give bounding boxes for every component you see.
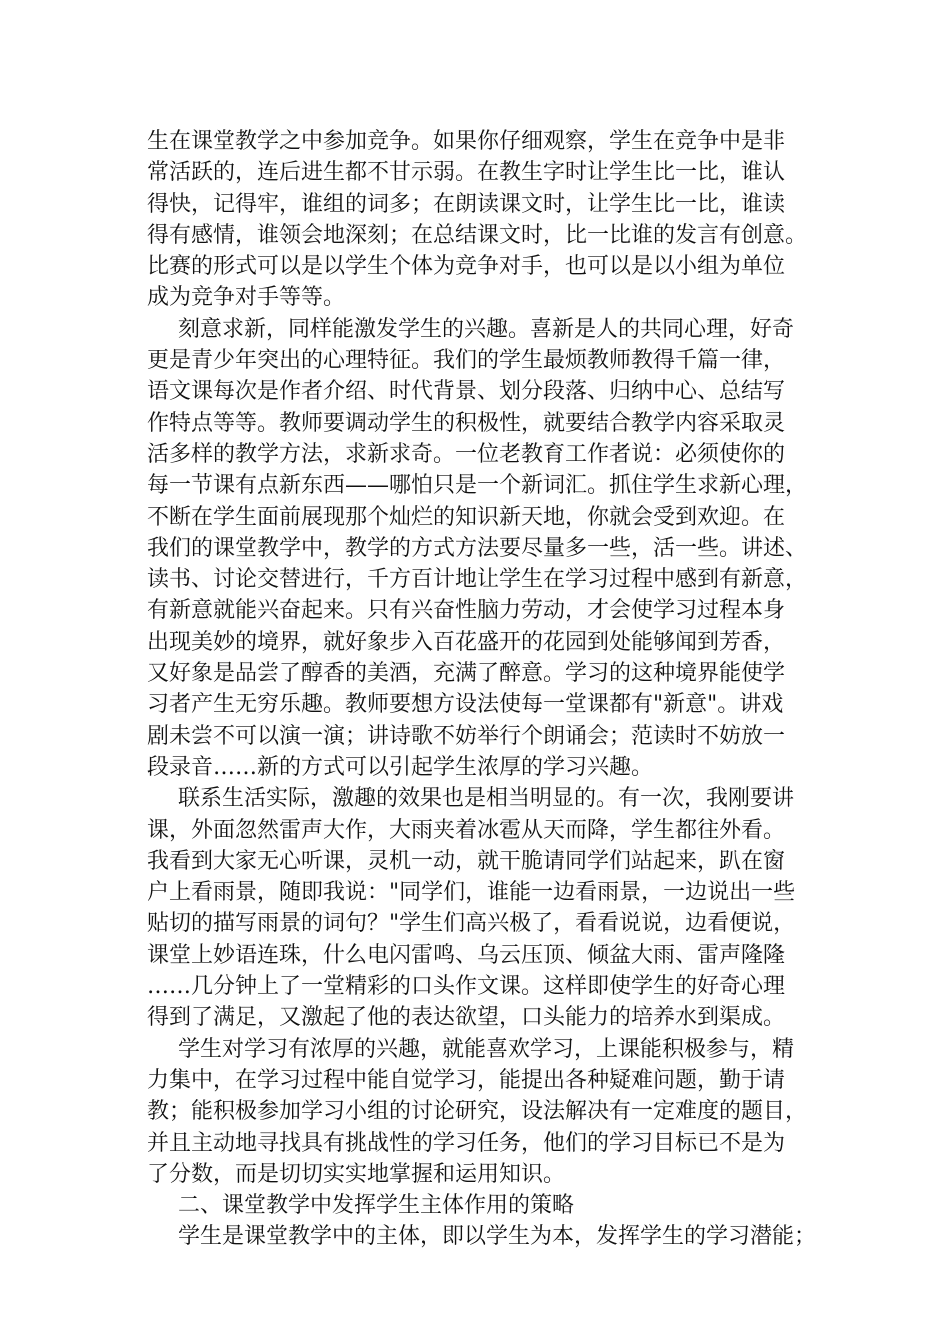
text-line: 得有感情，谁领会地深刻；在总结课文时，比一比谁的发言有创意。 [147,222,808,248]
text-line: 习者产生无穷乐趣。教师要想方设法使每一堂课都有"新意"。讲戏 [147,692,784,718]
text-line: 读书、讨论交替进行，千方百计地让学生在学习过程中感到有新意， [147,567,808,593]
text-line: 刻意求新，同样能激发学生的兴趣。喜新是人的共同心理，好奇 [178,316,795,342]
text-line: 生在课堂教学之中参加竞争。如果你仔细观察，学生在竞争中是非 [147,129,786,154]
paragraph-student-subject [147,1221,837,1252]
text-line: 成为竞争对手等等。 [147,285,346,311]
text-line: 联系生活实际，激趣的效果也是相当明显的。有一次，我刚要讲 [178,786,795,812]
text-line: 学生对学习有浓厚的兴趣，就能喜欢学习，上课能积极参与，精 [178,1036,795,1062]
paragraph-interest [147,1034,837,1190]
text-line: ……几分钟上了一堂精彩的口头作文课。这样即使学生的好奇心理 [147,974,786,1000]
text-line: 又好象是品尝了醇香的美酒，充满了醉意。学习的这种境界能使学 [147,661,786,687]
text-line: 学生是课堂教学中的主体，即以学生为本，发挥学生的学习潜能； [178,1224,817,1250]
text-line: 段录音……新的方式可以引起学生浓厚的学习兴趣。 [147,754,654,780]
text-line: 了分数，而是切切实实地掌握和运用知识。 [147,1161,566,1187]
text-line: 剧未尝不可以演一演；讲诗歌不妨举行个朗诵会；范读时不妨放一 [147,723,786,749]
paragraph-novelty [147,314,837,783]
text-line: 每一节课有点新东西——哪怕只是一个新词汇。抓住学生求新心理， [147,473,808,499]
paragraph-competition [147,126,837,314]
section-heading [147,1190,837,1221]
text-line: 不断在学生面前展现那个灿烂的知识新天地，你就会受到欢迎。在 [147,504,786,530]
text-line: 课堂上妙语连珠，什么电闪雷鸣、乌云压顶、倾盆大雨、雷声隆隆 [147,942,786,968]
text-line: 我们的课堂教学中，教学的方式方法要尽量多一些，活一些。讲述、 [147,535,808,561]
text-line: 户上看雨景，随即我说："同学们，谁能一边看雨景，一边说出一些 [147,880,796,906]
text-line: 比赛的形式可以是以学生个体为竞争对手，也可以是以小组为单位 [147,254,786,280]
text-line: 常活跃的，连后进生都不甘示弱。在教生字时让学生比一比，谁认 [147,160,786,186]
text-line: 得快，记得牢，谁组的词多；在朗读课文时，让学生比一比，谁读 [147,191,786,217]
text-line: 力集中，在学习过程中能自觉学习，能提出各种疑难问题，勤于请 [147,1067,786,1093]
text-line: 有新意就能兴奋起来。只有兴奋性脑力劳动，才会使学习过程本身 [147,598,786,624]
text-line: 得到了满足，又激起了他的表达欲望，口头能力的培养水到渠成。 [147,1005,786,1031]
text-line: 课，外面忽然雷声大作，大雨夹着冰雹从天而降，学生都往外看。 [147,817,786,843]
text-line: 更是青少年突出的心理特征。我们的学生最烦教师教得千篇一律， [147,348,786,374]
body-text [147,126,837,1253]
text-line: 并且主动地寻找具有挑战性的学习任务，他们的学习目标已不是为 [147,1130,786,1156]
text-line: 贴切的描写雨景的词句？"学生们高兴极了，看看说说，边看便说， [147,911,796,937]
text-line: 活多样的教学方法，求新求奇。一位老教育工作者说：必须使你的 [147,441,786,467]
text-line: 语文课每次是作者介绍、时代背景、划分段落、归纳中心、总结写 [147,379,786,405]
text-line: 作特点等等。教师要调动学生的积极性，就要结合教学内容采取灵 [147,410,786,436]
text-line: 出现美妙的境界，就好象步入百花盛开的花园到处能够闻到芳香， [147,629,786,655]
paragraph-real-life [147,783,837,1033]
text-line: 教；能积极参加学习小组的讨论研究，设法解决有一定难度的题目， [147,1099,808,1125]
section-heading-text: 二、课堂教学中发挥学生主体作用的策略 [178,1193,575,1219]
text-line: 我看到大家无心听课，灵机一动，就干脆请同学们站起来，趴在窗 [147,848,786,874]
